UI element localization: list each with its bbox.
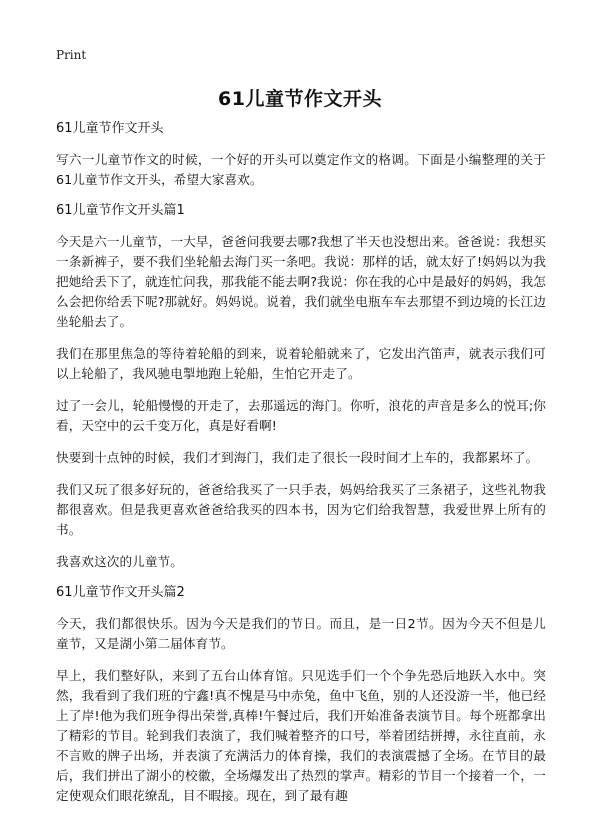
paragraph: 我喜欢这次的儿童节。 — [56, 554, 183, 569]
paragraph: 我们又玩了很多好玩的，爸爸给我买了一只手表，妈妈给我买了三条裙子，这些礼物我都很喜欢。但是我更喜欢爸爸给我买的四本书，因为它们给我智慧，我爱世界上所有的书。 — [56, 482, 546, 537]
section-heading: 61儿童节作文开头 — [56, 121, 164, 136]
section-heading: 61儿童节作文开头篇2 — [56, 585, 185, 600]
document-title: 61儿童节作文开头 — [218, 88, 382, 110]
paragraph: 我们在那里焦急的等待着轮船的到来，说着轮船就来了，它发出汽笛声，就表示我们可以上轮船了，我风驰电掣地跑上轮船，生怕它开走了。 — [56, 346, 546, 381]
print-link[interactable]: Print — [56, 48, 87, 62]
paragraph: 写六一儿童节作文的时候，一个好的开头可以奠定作文的格调。下面是小编整理的关于61儿童节作文开头，希望大家喜欢。 — [56, 152, 546, 187]
paragraph: 早上，我们整好队，来到了五台山体育馆。只见选手们一个个争先恐后地跃入水中。突然，我看到了我们班的宁鑫!真不愧是马中赤兔，鱼中飞鱼，别的人还没游一半，他已经上了岸!他为我们班争得出荣誉,真棒!午餐过后，我们开始准备表演节目。每个班都拿出了精彩的节目。轮到我们表演了，我们喊着整齐的口号，举着团结拼搏，永往直前，永不言败的牌子出场，并表演了充满活力的体育操，我们的表演震撼了全场。在节目的最后，我们拼出了湖小的校徽，全场爆发出了热烈的掌声。精彩的节目一个接着一个，一定使观众们眼花缭乱，目不暇接。现在，到了最有趣 — [56, 668, 546, 803]
paragraph: 今天是六一儿童节，一大早，爸爸问我要去哪?我想了半天也没想出来。爸爸说：我想买一条新裤子，要不我们坐轮船去海门买一条吧。我说：那样的话，就太好了!妈妈以为我把她给丢下了，就连忙问我，那我能不能去啊?我说：你在我的心中是最好的妈妈，我怎么会把你给丢下呢?那就好。妈妈说。说着，我们就坐电瓶车车去那望不到边境的长江边坐轮船去了。 — [56, 234, 546, 329]
paragraph: 快要到十点钟的时候，我们才到海门，我们走了很长一段时间才上车的，我都累坏了。 — [56, 450, 539, 465]
article-body — [56, 120, 546, 818]
section-heading: 61儿童节作文开头篇1 — [56, 203, 185, 218]
paragraph: 今天，我们都很快乐。因为今天是我们的节日。而且，是一日2节。因为今天不但是儿童节，又是湖小第二届体育节。 — [56, 616, 546, 651]
paragraph: 过了一会儿，轮船慢慢的开走了，去那遥远的海门。你听，浪花的声音是多么的悦耳;你看，天空中的云千变万化，真是好看啊! — [56, 398, 546, 433]
